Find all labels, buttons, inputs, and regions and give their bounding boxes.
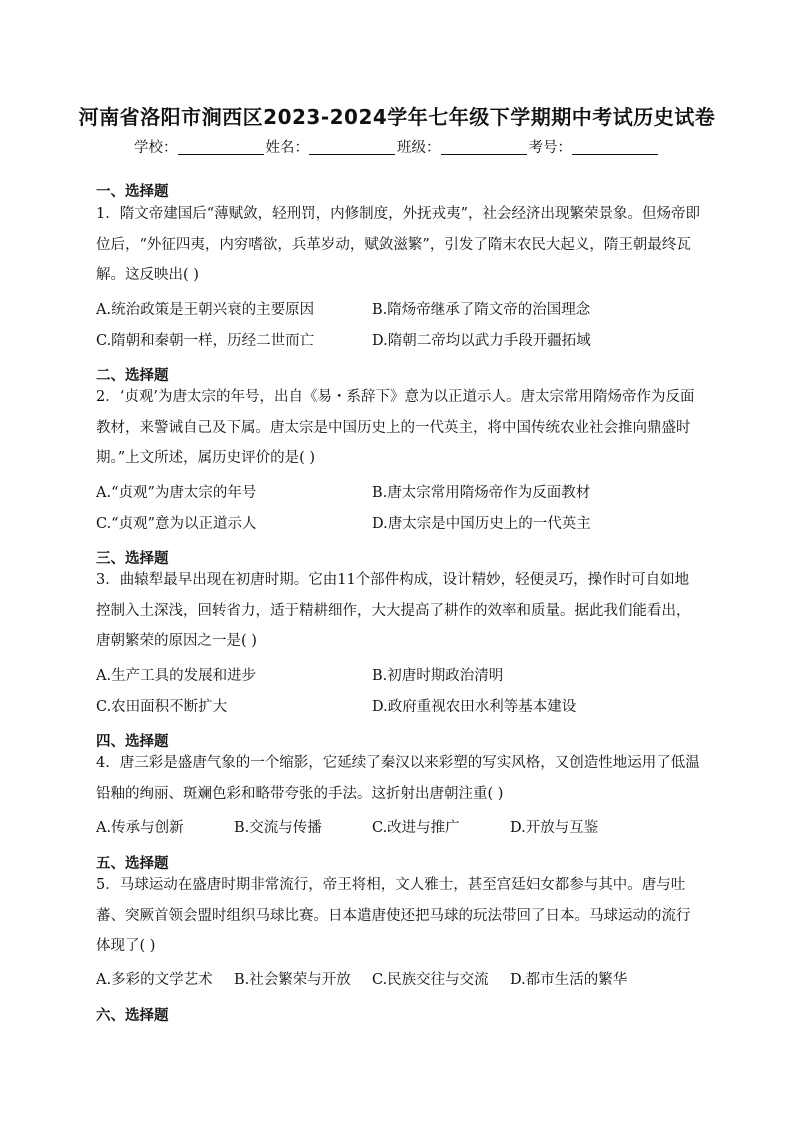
question-4-option-c[interactable]: C.改进与推广 (372, 820, 460, 836)
question-1-option-d[interactable]: D.隋朝二帝均以武力手段开疆拓域 (372, 333, 591, 349)
question-1-option-c[interactable]: C.隋朝和秦朝一样，历经二世而亡 (96, 333, 315, 349)
question-2-option-a[interactable]: A.“贞观”为唐太宗的年号 (96, 485, 257, 501)
name-label: 姓名： (265, 140, 309, 156)
question-1-option-a[interactable]: A.统治政策是王朝兴衰的主要原因 (96, 302, 315, 318)
question-3-option-a[interactable]: A.生产工具的发展和进步 (96, 668, 257, 684)
school-blank[interactable] (178, 140, 264, 155)
section-heading-5: 五、选择题 (96, 856, 169, 872)
number-label: 考号： (528, 140, 572, 156)
number-blank[interactable] (572, 140, 658, 155)
question-5-option-c[interactable]: C.民族交往与交流 (372, 972, 489, 988)
section-heading-3: 三、选择题 (96, 551, 169, 567)
school-label: 学校： (134, 140, 178, 156)
question-1-text: 1．隋文帝建国后“薄赋敛，轻刑罚，内修制度，外抚戎夷”，社会经济出现繁荣景象。但炀帝即位后，“外征四夷，内穷嗜欲，兵革岁动，赋敛滋繁”，引发了隋末农民大起义，隋王朝最终瓦解。这反映出( ) (96, 206, 701, 283)
question-5-option-d[interactable]: D.都市生活的繁华 (510, 972, 628, 988)
question-3-option-d[interactable]: D.政府重视农田水利等基本建设 (372, 699, 577, 715)
question-4-option-a[interactable]: A.传承与创新 (96, 820, 184, 836)
question-3-option-b[interactable]: B.初唐时期政治清明 (372, 668, 504, 684)
question-4-option-b[interactable]: B.交流与传播 (234, 820, 322, 836)
question-3-option-c[interactable]: C.农田面积不断扩大 (96, 699, 228, 715)
class-label: 班级： (397, 140, 441, 156)
question-2-option-d[interactable]: D.唐太宗是中国历史上的一代英主 (372, 516, 591, 532)
section-heading-1: 一、选择题 (96, 184, 169, 200)
question-5-option-b[interactable]: B.社会繁荣与开放 (234, 972, 351, 988)
section-heading-6: 六、选择题 (96, 1008, 169, 1024)
question-2-text: 2．‘贞观’为唐太宗的年号，出自《易・系辞下》意为以正道示人。唐太宗常用隋炀帝作为反面教材，来警诫自己及下属。唐太宗是中国历史上的一代英主，将中国传统农业社会推向鼎盛时期。”上文所述，属历史评价的是( ) (96, 389, 695, 466)
exam-title: 河南省洛阳市涧西区2023-2024学年七年级下学期期中考试历史试卷 (78, 105, 716, 129)
question-2-option-c[interactable]: C.“贞观”意为以正道示人 (96, 516, 257, 532)
section-heading-4: 四、选择题 (96, 734, 169, 750)
class-blank[interactable] (441, 140, 527, 155)
question-4-option-d[interactable]: D.开放与互鉴 (510, 820, 599, 836)
question-1-option-b[interactable]: B.隋炀帝继承了隋文帝的治国理念 (372, 302, 591, 318)
name-blank[interactable] (309, 140, 395, 155)
question-3-text: 3．曲辕犁最早出现在初唐时期。它由11个部件构成，设计精妙，轻便灵巧，操作时可自如地控制入土深浅，回转省力，适于精耕细作，大大提高了耕作的效率和质量。据此我们能看出，唐朝繁荣的原因之一是( ) (96, 572, 691, 649)
question-4-text: 4．唐三彩是盛唐气象的一个缩影，它延续了秦汉以来彩塑的写实风格，又创造性地运用了低温铅釉的绚丽、斑斓色彩和略带夸张的手法。这折射出唐朝注重( ) (96, 755, 700, 802)
section-heading-2: 二、选择题 (96, 368, 169, 384)
student-info-line (0, 136, 794, 157)
question-2-option-b[interactable]: B.唐太宗常用隋炀帝作为反面教材 (372, 485, 591, 501)
question-5-text: 5．马球运动在盛唐时期非常流行，帝王将相，文人雅士，甚至宫廷妇女都参与其中。唐与吐蕃、突厥首领会盟时组织马球比赛。日本遣唐使还把马球的玩法带回了日本。马球运动的流行体现了( ) (96, 877, 691, 954)
question-5-option-a[interactable]: A.多彩的文学艺术 (96, 972, 213, 988)
